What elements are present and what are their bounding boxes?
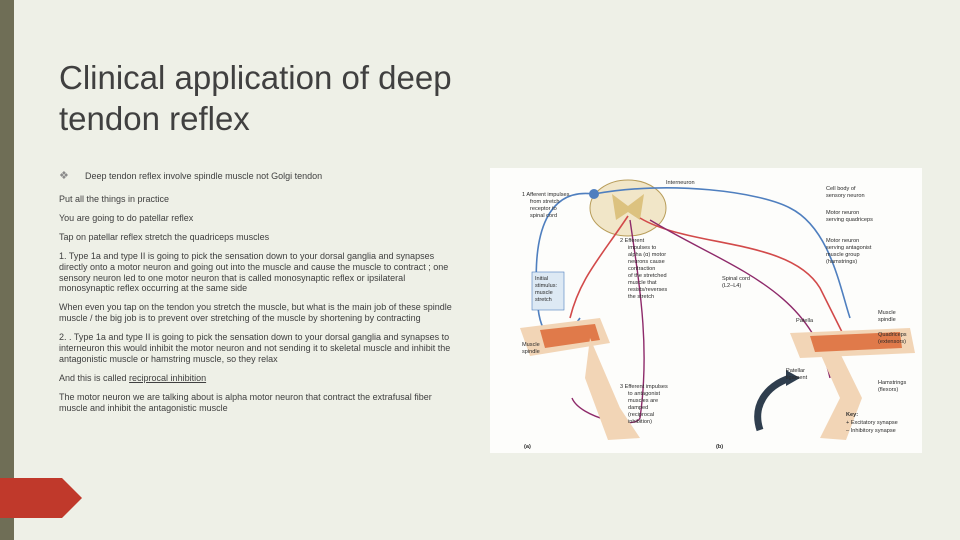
slide-body xyxy=(59,194,454,422)
paragraph: You are going to do patellar reflex xyxy=(59,212,194,223)
hammer-arrow xyxy=(758,378,790,430)
label-panel-a: (a) xyxy=(524,444,531,450)
slide-title: Clinical application of deep tendon reflex xyxy=(59,59,452,137)
paragraph: When even you tap on the tendon you stretch the muscle, but what is the main job of these spindle muscle / the big job is to prevent over stretching of the muscle by shortening by contracting xyxy=(59,302,452,324)
label-key-excitatory: + Excitatory synapse xyxy=(846,420,898,426)
label-muscle-spindle-a: Muscle spindle xyxy=(522,342,540,355)
paragraph: 1. Type 1a and type II is going to pick the sensation down to your dorsal ganglia and synapses directly onto a motor neuron and going out into the muscle and cause the muscle to contract ; one sensory neuron led to one motor neuron that is called monosynaptic reflex or ipsilateral monosynaptic reflex occurring at the same side xyxy=(59,250,449,294)
label-cell-body: Cell body of sensory neuron xyxy=(826,186,865,199)
label-quadriceps: Quadriceps (extensors) xyxy=(878,332,907,345)
shin-b xyxy=(820,353,862,440)
label-panel-b: (b) xyxy=(716,444,724,450)
left-accent-bar xyxy=(0,0,14,540)
label-motor-quads: Motor neuron serving quadriceps xyxy=(826,210,873,223)
label-step1: 1 Afferent impulses from stretch receptor to spinal cord xyxy=(522,192,570,219)
label-step2: 2 Efferent impulses to alpha (α) motor neurons cause contraction of the stretched muscle that resists/reverses the stretch xyxy=(620,238,668,300)
reflex-diagram xyxy=(490,168,922,453)
reflex-figure xyxy=(490,168,922,453)
label-motor-antag: Motor neuron serving antagonist muscle group (hamstrings) xyxy=(826,238,872,265)
paragraph: Put all the things in practice xyxy=(59,194,170,204)
label-hamstrings: Hamstrings (flexors) xyxy=(878,380,907,393)
label-initial-stimulus: Initial stimulus: muscle stretch xyxy=(535,276,558,303)
label-step3: 3 Efferent impulses to antagonist muscles are damped (reciprocal inhibition) xyxy=(620,384,668,425)
corner-arrow-tab xyxy=(0,478,82,540)
bullet-item xyxy=(59,170,322,183)
reciprocal-paragraph xyxy=(59,373,454,384)
reciprocal-prefix: And this is called xyxy=(59,372,130,383)
label-patellar-ligament: Patellar ligament xyxy=(786,368,808,381)
paragraph: The motor neuron we are talking about is alpha motor neuron that contract the extrafusal fiber muscle and inhibit the antagonistic muscle xyxy=(59,391,432,413)
diamond-bullet-icon: ❖ xyxy=(59,170,69,182)
reciprocal-term: reciprocal inhibition xyxy=(129,372,207,383)
label-key-inhibitory: – Inhibitory synapse xyxy=(846,428,896,434)
label-patella: Patella xyxy=(796,318,814,324)
label-spinal-cord: Spinal cord (L2–L4) xyxy=(722,276,750,289)
label-muscle-spindle-b: Muscle spindle xyxy=(878,310,896,323)
label-interneuron: Interneuron xyxy=(666,180,695,186)
paragraph: 2. . Type 1a and type II is going to pick the sensation down to your dorsal ganglia and synapses to interneuron this would inhibit the motor neuron and not sending it to skeletal muscle and inhibit the antagonistic muscle or hamstring muscle, so they relax xyxy=(59,332,451,364)
bullet-text: Deep tendon reflex involve spindle muscle not Golgi tendon xyxy=(85,171,323,181)
label-key-title: Key: xyxy=(846,412,859,418)
paragraph: Tap on patellar reflex stretch the quadriceps muscles xyxy=(59,231,270,242)
